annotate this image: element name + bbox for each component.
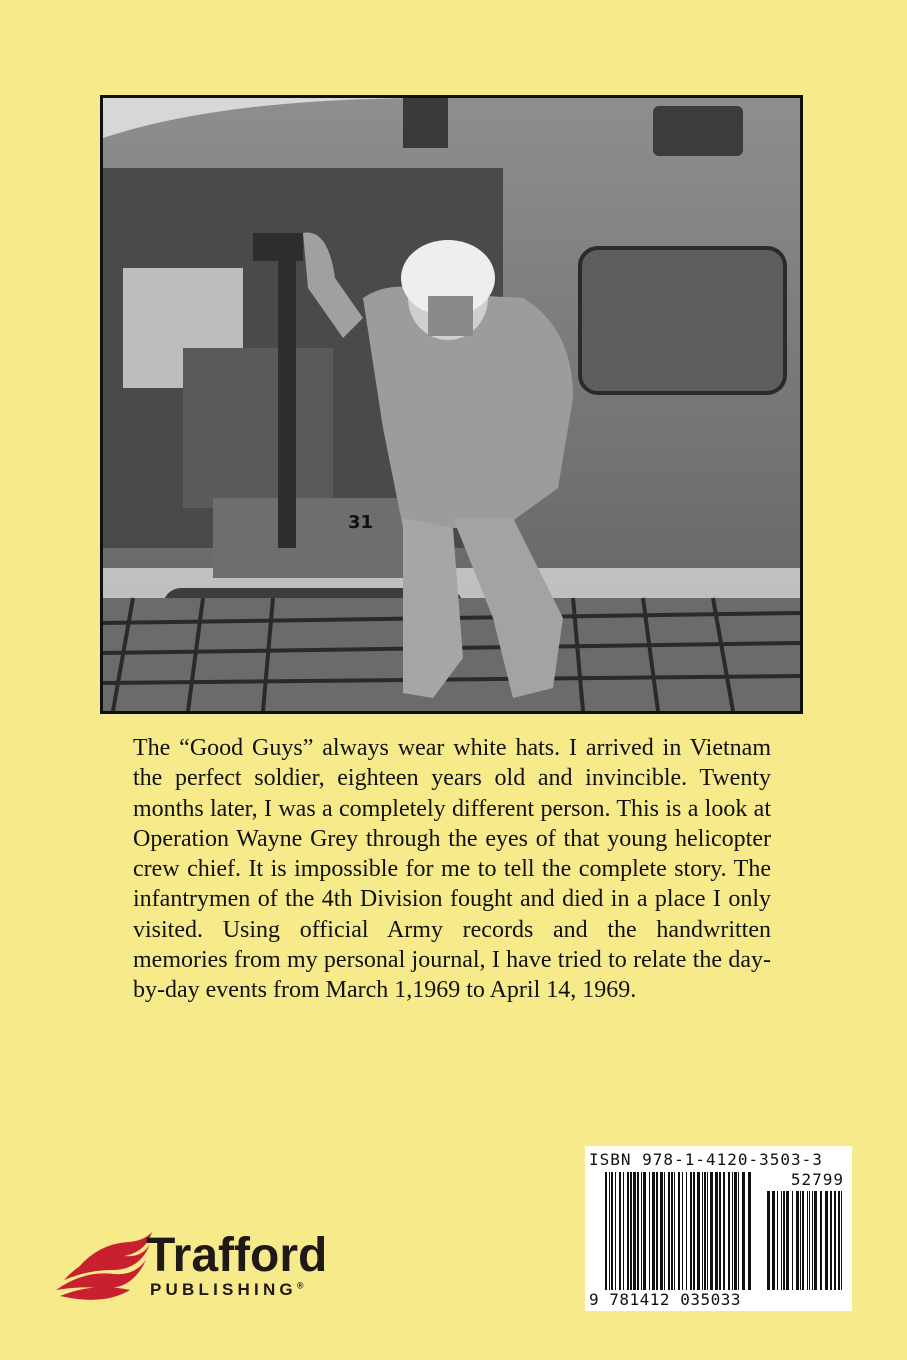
back-cover-blurb: The “Good Guys” always wear white hats. I arrived in Vietnam the perfect soldier, eighteen years old and invincible. Twenty months later, I was a completely different person. This is a look at Operation Wayne Grey through the eyes of that young helicopter crew chief. It is impossible for me to tell the complete story. The infantrymen of the 4th Division fought and died in a place I only visited. Using official Army records and the handwritten memories from my personal journal, I have tried to relate the day-by-day events from March 1,1969 to April 14, 1969. [133, 735, 771, 1004]
barcode-bar [738, 1172, 739, 1290]
isbn-barcode [585, 1146, 852, 1311]
barcode-bar [605, 1172, 607, 1290]
ean-digits: 9 781412 035033 [589, 1290, 741, 1309]
barcode-bar [841, 1191, 842, 1290]
barcode-bar [742, 1172, 745, 1290]
barcode-bar [800, 1191, 801, 1290]
barcode-bar [707, 1172, 708, 1290]
barcode-bar [664, 1172, 665, 1290]
barcode-bar [697, 1172, 700, 1290]
publisher-tagline [150, 1280, 303, 1300]
barcode-bar [633, 1172, 636, 1290]
barcode-bar [748, 1172, 751, 1290]
barcode-bar [704, 1172, 706, 1290]
barcode-bar [825, 1191, 828, 1290]
barcode-bar [619, 1172, 621, 1290]
publisher-name: Trafford [146, 1229, 328, 1282]
barcode-bar [609, 1172, 610, 1290]
barcode-bar [820, 1191, 822, 1290]
barcode-bar [630, 1172, 632, 1290]
aircraft-number: 31 [348, 512, 374, 533]
barcode-bar [668, 1172, 670, 1290]
barcode-bar [660, 1172, 663, 1290]
barcode-bar [678, 1172, 680, 1290]
barcode-bar [834, 1191, 836, 1290]
barcode-bar [652, 1172, 655, 1290]
barcode-bar [830, 1191, 832, 1290]
barcode-bar [637, 1172, 639, 1290]
barcode-bar [682, 1172, 683, 1290]
registered-mark: ® [296, 1280, 304, 1291]
barcode-bar [732, 1172, 733, 1290]
barcode-bar [671, 1172, 673, 1290]
barcode-bar [781, 1191, 782, 1290]
isbn-label: ISBN 978-1-4120-3503-3 [589, 1150, 823, 1169]
barcode-bar [723, 1172, 725, 1290]
barcode-bar [767, 1191, 770, 1290]
barcode-bar [656, 1172, 658, 1290]
barcode-bars [605, 1172, 755, 1290]
barcode-bar [807, 1191, 808, 1290]
cover-photo [100, 95, 803, 714]
barcode-bar [643, 1172, 646, 1290]
barcode-bar [809, 1191, 810, 1290]
barcode-bar [627, 1172, 629, 1290]
barcode-bar [693, 1172, 695, 1290]
barcode-bar [674, 1172, 675, 1290]
barcode-bar [772, 1191, 775, 1290]
price-code: 52799 [790, 1170, 844, 1189]
barcode-bar [814, 1191, 817, 1290]
barcode-bar [796, 1191, 799, 1290]
barcode-bar [728, 1172, 730, 1290]
barcode-bar [715, 1172, 718, 1290]
barcode-bar [777, 1191, 778, 1290]
barcode-bar [734, 1172, 737, 1290]
barcode-bar [812, 1191, 813, 1290]
barcode-bar [786, 1191, 789, 1290]
barcode-bar [690, 1172, 692, 1290]
barcode-bar [719, 1172, 721, 1290]
addon-barcode-bars [767, 1191, 845, 1290]
barcode-bar [802, 1191, 804, 1290]
barcode-bar [649, 1172, 650, 1290]
barcode-bar [623, 1172, 624, 1290]
barcode-bar [783, 1191, 785, 1290]
barcode-bar [686, 1172, 687, 1290]
barcode-bar [702, 1172, 703, 1290]
barcode-bar [792, 1191, 793, 1290]
barcode-bar [710, 1172, 713, 1290]
barcode-bar [838, 1191, 840, 1290]
helicopter-photo [103, 98, 800, 711]
swoosh-icon [54, 1230, 154, 1310]
barcode-bar [611, 1172, 613, 1290]
trafford-logo [54, 1230, 404, 1310]
tagline-text: PUBLISHING [150, 1280, 297, 1299]
barcode-bar [641, 1172, 642, 1290]
barcode-bar [615, 1172, 616, 1290]
